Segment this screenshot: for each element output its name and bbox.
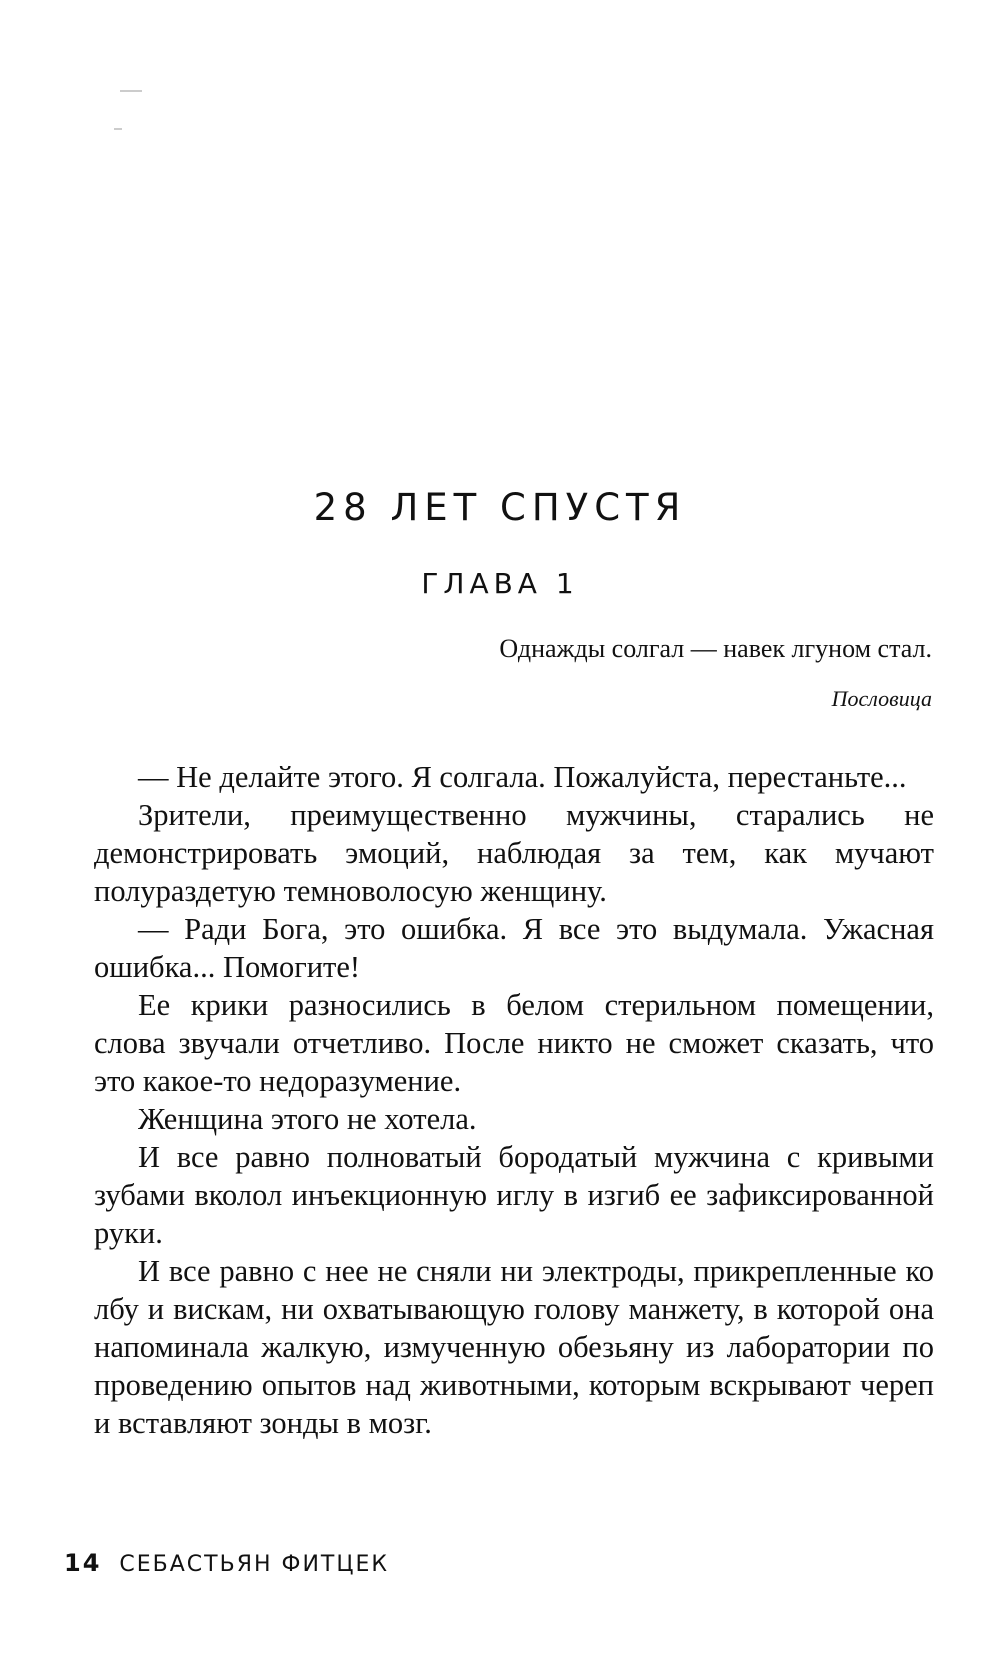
paragraph: И все равно с нее не сняли ни электроды, прикрепленные ко лбу и вискам, ни охватывающую голову манжету, в которой она напоминала жалкую, измученную обезьяну из лаборатории по проведению опытов над животными, которым вскрывают череп и вставляют зонды в мозг.: [94, 1254, 934, 1440]
chapter-title: ГЛАВА 1: [421, 567, 579, 600]
chapter-body: [94, 758, 934, 1442]
paragraph: Ее крики разносились в белом стерильном помещении, слова звучали отчетливо. После никто не сможет сказать, что это какое-то недоразумение.: [94, 988, 934, 1098]
paragraph: Женщина этого не хотела.: [138, 1102, 477, 1136]
scan-artifact: [114, 128, 122, 130]
scan-artifact: [120, 90, 142, 92]
paragraph: Зрители, преимущественно мужчины, старались не демонстрировать эмоций, наблюдая за тем, как мучают полураздетую темноволосую женщину.: [94, 798, 934, 908]
page-number: 14: [64, 1549, 102, 1577]
part-title: 28 ЛЕТ СПУСТЯ: [313, 486, 687, 529]
page-footer: [64, 1549, 389, 1577]
running-head: СЕБАСТЬЯН ФИТЦЕК: [119, 1552, 389, 1577]
epigraph-text: Однажды солгал — навек лгуном стал.: [499, 634, 932, 663]
paragraph: — Не делайте этого. Я солгала. Пожалуйста, перестаньте...: [138, 760, 907, 794]
epigraph-source: Пословица: [831, 686, 932, 711]
paragraph: И все равно полноватый бородатый мужчина с кривыми зубами вколол инъекционную иглу в изгиб ее зафиксированной руки.: [94, 1140, 934, 1250]
paragraph: — Ради Бога, это ошибка. Я все это выдумала. Ужасная ошибка... Помогите!: [94, 912, 934, 984]
